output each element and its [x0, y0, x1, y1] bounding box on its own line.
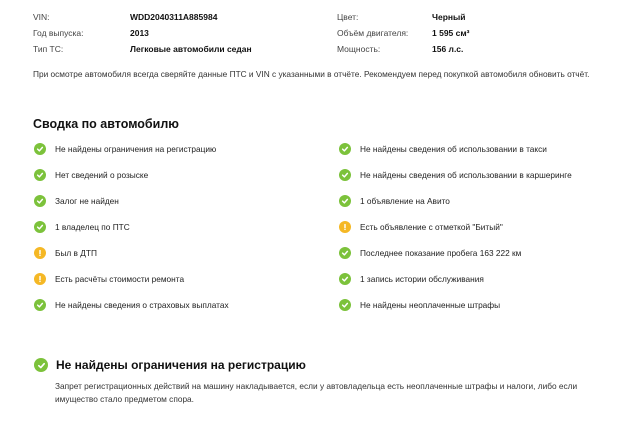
detail-description: Запрет регистрационных действий на машину накладывается, если у автовладельца есть неоплаченные штрафы и налоги, либо если имущество стало предметом спора.: [55, 381, 578, 404]
check-circle-icon: [34, 299, 46, 311]
color-label: Цвет:: [337, 12, 359, 22]
check-circle-icon: [339, 195, 351, 207]
summary-item[interactable]: [339, 141, 547, 157]
report-disclaimer: При осмотре автомобиля всегда сверяйте данные ПТС и VIN с указанными в отчёте. Рекомендуем перед покупкой автомобиля обновить отчёт.: [33, 69, 590, 79]
summary-item-label: Не найдены сведения об использовании в такси: [360, 144, 547, 154]
vehicle-specs: [33, 9, 613, 57]
summary-item[interactable]: [34, 271, 184, 287]
summary-item-label: 1 владелец по ПТС: [55, 222, 130, 232]
summary-item-label: 1 запись истории обслуживания: [360, 274, 484, 284]
vin-label: VIN:: [33, 12, 50, 22]
year-value: 2013: [130, 28, 149, 38]
check-circle-icon: [339, 169, 351, 181]
check-circle-icon: [34, 358, 48, 372]
summary-item-label: Не найдены ограничения на регистрацию: [55, 144, 217, 154]
summary-item[interactable]: [34, 297, 229, 313]
engine-label: Объём двигателя:: [337, 28, 409, 38]
summary-item-label: Есть расчёты стоимости ремонта: [55, 274, 185, 284]
power-value: 156 л.с.: [432, 44, 464, 54]
summary-item[interactable]: [339, 167, 572, 183]
check-circle-icon: [34, 221, 46, 233]
vin-value: WDD2040311A885984: [130, 12, 218, 22]
detail-section-title: [34, 358, 306, 372]
power-label: Мощность:: [337, 44, 381, 54]
check-circle-icon: [339, 247, 351, 259]
summary-item-label: Нет сведений о розыске: [55, 170, 149, 180]
summary-item[interactable]: [339, 193, 450, 209]
summary-item[interactable]: [34, 219, 130, 235]
summary-item-label: Не найдены неоплаченные штрафы: [360, 300, 501, 310]
spec-row-3: [33, 41, 613, 57]
warning-circle-icon: [339, 221, 351, 233]
summary-item[interactable]: [34, 193, 119, 209]
check-circle-icon: [339, 143, 351, 155]
summary-item-label: 1 объявление на Авито: [360, 196, 450, 206]
summary-item-label: Не найдены сведения об использовании в каршеринге: [360, 170, 572, 180]
check-circle-icon: [34, 169, 46, 181]
summary-item-label: Залог не найден: [55, 196, 119, 206]
summary-item[interactable]: [34, 245, 97, 261]
warning-circle-icon: [34, 273, 46, 285]
summary-title: Сводка по автомобилю: [33, 117, 179, 131]
summary-item[interactable]: [34, 141, 216, 157]
summary-item-label: Не найдены сведения о страховых выплатах: [55, 300, 229, 310]
summary-item[interactable]: [339, 245, 521, 261]
check-circle-icon: [339, 273, 351, 285]
spec-row-1: [33, 9, 613, 25]
warning-circle-icon: [34, 247, 46, 259]
engine-value: 1 595 см³: [432, 28, 470, 38]
summary-item[interactable]: [34, 167, 148, 183]
detail-title-text: Не найдены ограничения на регистрацию: [56, 358, 306, 372]
type-label: Тип ТС:: [33, 44, 64, 54]
check-circle-icon: [34, 143, 46, 155]
type-value: Легковые автомобили седан: [130, 44, 252, 54]
summary-item-label: Был в ДТП: [55, 248, 97, 258]
summary-item-label: Есть объявление с отметкой "Битый": [360, 222, 503, 232]
check-circle-icon: [339, 299, 351, 311]
check-circle-icon: [34, 195, 46, 207]
color-value: Черный: [432, 12, 466, 22]
summary-item[interactable]: [339, 271, 484, 287]
summary-item[interactable]: [339, 219, 503, 235]
summary-item-label: Последнее показание пробега 163 222 км: [360, 248, 522, 258]
summary-item[interactable]: [339, 297, 500, 313]
spec-row-2: [33, 25, 613, 41]
year-label: Год выпуска:: [33, 28, 84, 38]
